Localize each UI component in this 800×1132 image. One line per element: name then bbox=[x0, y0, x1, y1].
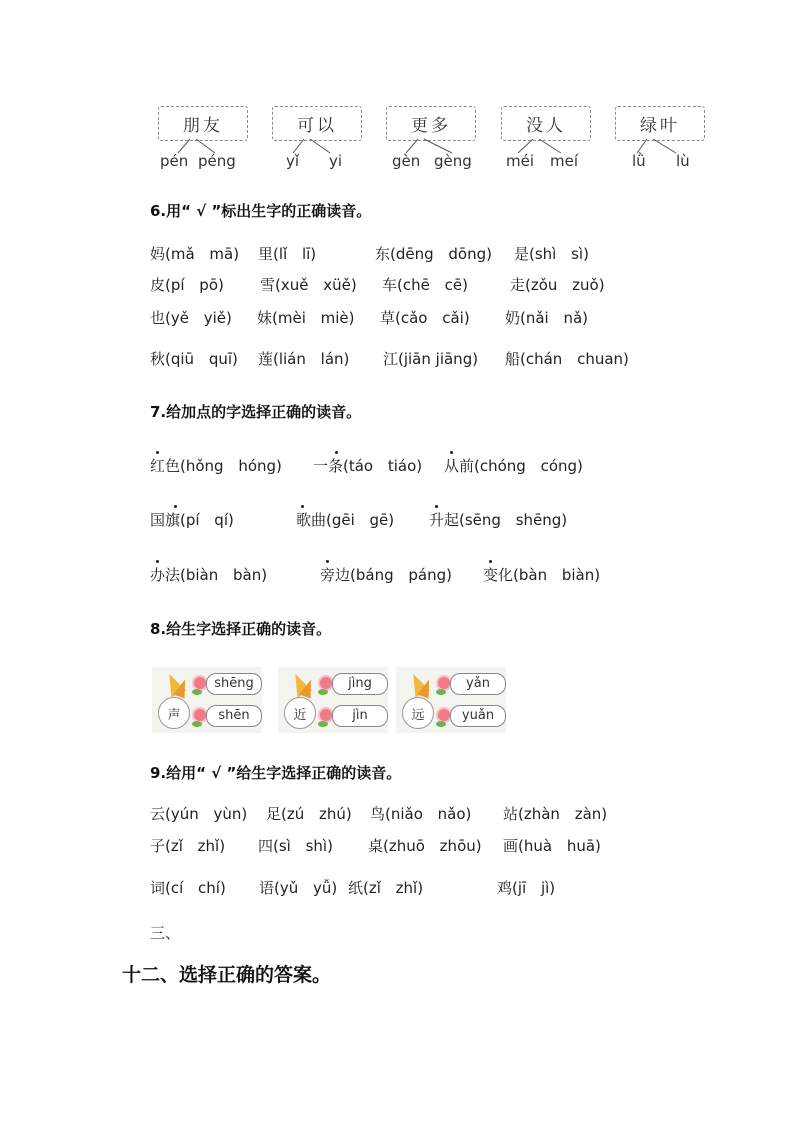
pinyin-item: 语(yǔ yǚ) bbox=[259, 879, 338, 897]
pinyin-item: 从前(chóng cóng) bbox=[444, 457, 583, 475]
leaf-icon bbox=[436, 721, 446, 727]
pinyin-item: 也(yě yiě) bbox=[150, 309, 232, 327]
leaf-icon bbox=[436, 689, 446, 695]
pinyin-item: 子(zǐ zhǐ) bbox=[150, 837, 226, 855]
pinyin-item: 词(cí chí) bbox=[150, 879, 226, 897]
pinyin-option: gèn bbox=[392, 152, 421, 170]
pinyin-item: 一条(táo tiáo) bbox=[313, 457, 423, 475]
pinyin-item: 东(dēng dōng) bbox=[375, 245, 492, 263]
emphasis-dot bbox=[326, 560, 329, 563]
pinyin-item: 妹(mèi miè) bbox=[257, 309, 355, 327]
emphasis-dot bbox=[335, 451, 338, 454]
emphasis-dot bbox=[435, 505, 438, 508]
pinyin-item: 红色(hǒng hóng) bbox=[150, 457, 282, 475]
pinyin-item: 草(cǎo cǎi) bbox=[380, 309, 470, 327]
pinyin-item: 雪(xuě xüě) bbox=[260, 276, 357, 294]
pinyin-option: yǐ bbox=[286, 152, 300, 170]
pinyin-item: 奶(nǎi nǎ) bbox=[505, 309, 589, 327]
character-circle: 近 bbox=[284, 697, 316, 729]
pinyin-option-pill[interactable]: jìng bbox=[332, 673, 388, 695]
pinyin-option-pill[interactable]: jìn bbox=[332, 705, 388, 727]
pinyin-item: 变化(bàn biàn) bbox=[483, 566, 601, 584]
section-7-heading: 7.给加点的字选择正确的读音。 bbox=[150, 403, 362, 421]
leaf-icon bbox=[318, 721, 328, 727]
pinyin-item: 足(zú zhú) bbox=[266, 805, 352, 823]
pinyin-item: 四(sì shì) bbox=[258, 837, 333, 855]
section-6-heading: 6.用“ √ ”标出生字的正确读音。 bbox=[150, 202, 372, 220]
pinyin-item: 画(huà huā) bbox=[503, 837, 601, 855]
leaf-icon bbox=[192, 721, 202, 727]
pinyin-option-pill[interactable]: shēng bbox=[206, 673, 262, 695]
pinyin-option: méi bbox=[506, 152, 535, 170]
pinyin-item: 走(zǒu zuǒ) bbox=[510, 276, 605, 294]
word-box-4: 没人 bbox=[501, 106, 591, 141]
emphasis-dot bbox=[450, 451, 453, 454]
emphasis-dot bbox=[301, 505, 304, 508]
pinyin-option-pill[interactable]: shēn bbox=[206, 705, 262, 727]
word-box-3: 更多 bbox=[386, 106, 476, 141]
character-circle: 声 bbox=[158, 697, 190, 729]
pinyin-item: 皮(pí pō) bbox=[150, 276, 224, 294]
pinyin-option: gèng bbox=[434, 152, 472, 170]
pinyin-option: pén bbox=[160, 152, 189, 170]
pinyin-item: 旁边(báng páng) bbox=[320, 566, 452, 584]
word-box-connector-lines bbox=[0, 0, 800, 160]
pinyin-item: 里(lǐ lī) bbox=[258, 245, 317, 263]
pinyin-item: 云(yún yùn) bbox=[150, 805, 248, 823]
pinyin-item: 鸡(jī jì) bbox=[497, 879, 556, 897]
pinyin-option: lǜ bbox=[632, 152, 646, 170]
pinyin-item: 鸟(niǎo nǎo) bbox=[370, 805, 472, 823]
character-circle: 远 bbox=[402, 697, 434, 729]
pinyin-item: 站(zhàn zàn) bbox=[503, 805, 608, 823]
pinyin-item: 江(jiān jiāng) bbox=[383, 350, 479, 368]
pinyin-option: yi bbox=[329, 152, 343, 170]
word-box-5: 绿叶 bbox=[615, 106, 705, 141]
pinyin-card-2 bbox=[278, 667, 388, 733]
pinyin-item: 妈(mǎ mā) bbox=[150, 245, 240, 263]
pinyin-option-pill[interactable]: yuǎn bbox=[450, 705, 506, 727]
pinyin-option: lù bbox=[676, 152, 690, 170]
pinyin-item: 纸(zǐ zhǐ) bbox=[348, 879, 424, 897]
pinyin-item: 船(chán chuan) bbox=[505, 350, 629, 368]
pinyin-option-pill[interactable]: yǎn bbox=[450, 673, 506, 695]
pinyin-option: meí bbox=[550, 152, 579, 170]
pinyin-item: 莲(lián lán) bbox=[258, 350, 350, 368]
pinyin-item: 歌曲(gēi gē) bbox=[296, 511, 395, 529]
emphasis-dot bbox=[174, 505, 177, 508]
pinyin-option: péng bbox=[198, 152, 236, 170]
word-box-2: 可以 bbox=[272, 106, 362, 141]
section-12-heading: 十二、选择正确的答案。 bbox=[122, 964, 332, 986]
pinyin-item: 办法(biàn bàn) bbox=[150, 566, 268, 584]
pinyin-item: 桌(zhuō zhōu) bbox=[368, 837, 482, 855]
section-9-heading: 9.给用“ √ ”给生字选择正确的读音。 bbox=[150, 764, 402, 782]
pinyin-item: 是(shì sì) bbox=[514, 245, 589, 263]
word-box-1: 朋友 bbox=[158, 106, 248, 141]
pinyin-card-1 bbox=[152, 667, 262, 733]
section-marker: 三、 bbox=[150, 924, 181, 942]
emphasis-dot bbox=[156, 560, 159, 563]
pinyin-card-3 bbox=[396, 667, 506, 733]
leaf-icon bbox=[318, 689, 328, 695]
pinyin-item: 升起(sēng shēng) bbox=[429, 511, 568, 529]
pinyin-item: 国旗(pí qí) bbox=[150, 511, 234, 529]
pinyin-item: 秋(qiū quī) bbox=[150, 350, 238, 368]
emphasis-dot bbox=[156, 451, 159, 454]
pinyin-item: 车(chē cē) bbox=[382, 276, 468, 294]
section-8-heading: 8.给生字选择正确的读音。 bbox=[150, 620, 332, 638]
emphasis-dot bbox=[489, 560, 492, 563]
leaf-icon bbox=[192, 689, 202, 695]
